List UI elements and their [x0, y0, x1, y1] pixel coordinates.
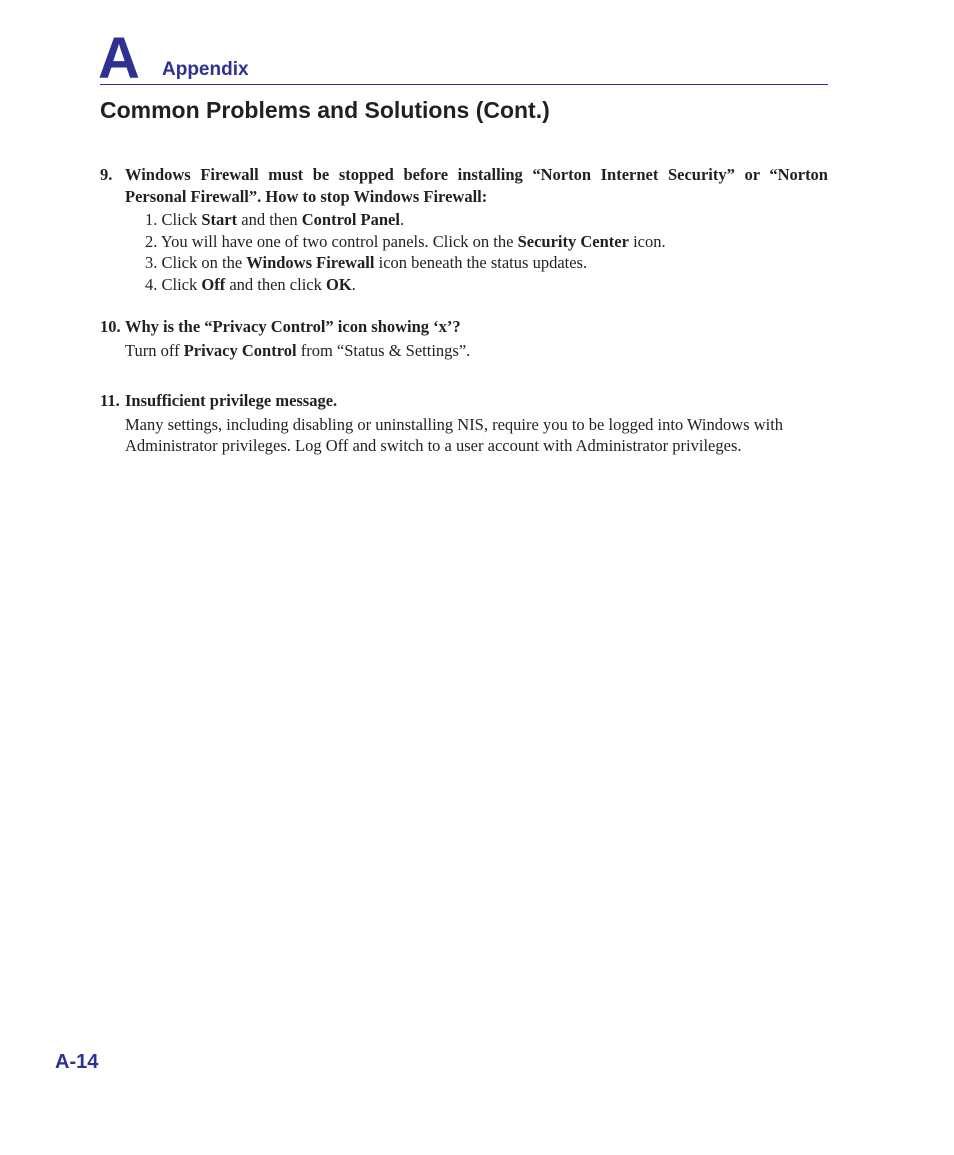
answer-text: from “Status & Settings”.: [296, 340, 471, 360]
step-bold: Off: [201, 274, 226, 294]
step-bold: Security Center: [517, 231, 629, 251]
step-number: 2.: [145, 231, 161, 251]
step-text: .: [351, 274, 356, 294]
question-11-title: Insufficient privilege message.: [125, 391, 338, 410]
answer-bold: Privacy Control: [183, 340, 297, 360]
step-text: icon beneath the status updates.: [374, 253, 588, 272]
question-11-number: 11.: [100, 391, 120, 410]
step-list: [145, 209, 828, 295]
step-number: 4.: [145, 274, 162, 294]
step-text: and then click: [225, 274, 326, 294]
question-10-number: 10.: [100, 317, 121, 336]
step-bold: Windows Firewall: [246, 253, 375, 272]
page-title: Common Problems and Solutions (Cont.): [100, 97, 550, 123]
question-11: [100, 390, 828, 457]
step-number: 3.: [145, 253, 162, 272]
step-2: [145, 231, 828, 253]
step-text: .: [399, 210, 405, 229]
question-10-heading: [100, 316, 828, 338]
step-text: and then: [237, 210, 302, 229]
step-bold: Start: [201, 210, 238, 229]
step-text: icon.: [628, 231, 666, 251]
step-1: [145, 209, 828, 231]
question-9-number: 9.: [100, 165, 113, 184]
step-3: [145, 252, 828, 274]
step-bold: Control Panel: [301, 210, 400, 229]
step-4: [145, 274, 828, 296]
step-text: You will have one of two control panels. Click on the: [160, 231, 518, 251]
question-9: [100, 164, 828, 295]
step-number: 1.: [145, 210, 162, 229]
chapter-letter: A: [98, 26, 140, 91]
question-10: [100, 316, 828, 361]
question-10-answer: [100, 340, 828, 362]
step-text: Click: [161, 210, 202, 229]
question-9-title: Windows Firewall must be stopped before installing “Norton Internet Security” or “Norton Personal Firewall”. How to stop Windows Firewall:: [125, 165, 828, 206]
question-11-heading: [100, 390, 828, 412]
content: [100, 164, 828, 457]
step-bold: OK: [326, 274, 352, 294]
page-number: A-14: [55, 1051, 99, 1073]
question-11-answer: Many settings, including disabling or uninstalling NIS, require you to be logged into Windows with Administrator privileges. Log Off and switch to a user account with Administrator privileges.: [125, 414, 784, 455]
step-text: Click: [161, 274, 202, 294]
question-10-title: Why is the “Privacy Control” icon showing ‘x’?: [125, 317, 461, 336]
question-9-heading: [100, 164, 828, 207]
answer-text: Turn off: [125, 340, 184, 360]
chapter-title: Appendix: [162, 59, 249, 80]
header-divider: [100, 84, 828, 85]
step-text: Click on the: [161, 253, 247, 272]
